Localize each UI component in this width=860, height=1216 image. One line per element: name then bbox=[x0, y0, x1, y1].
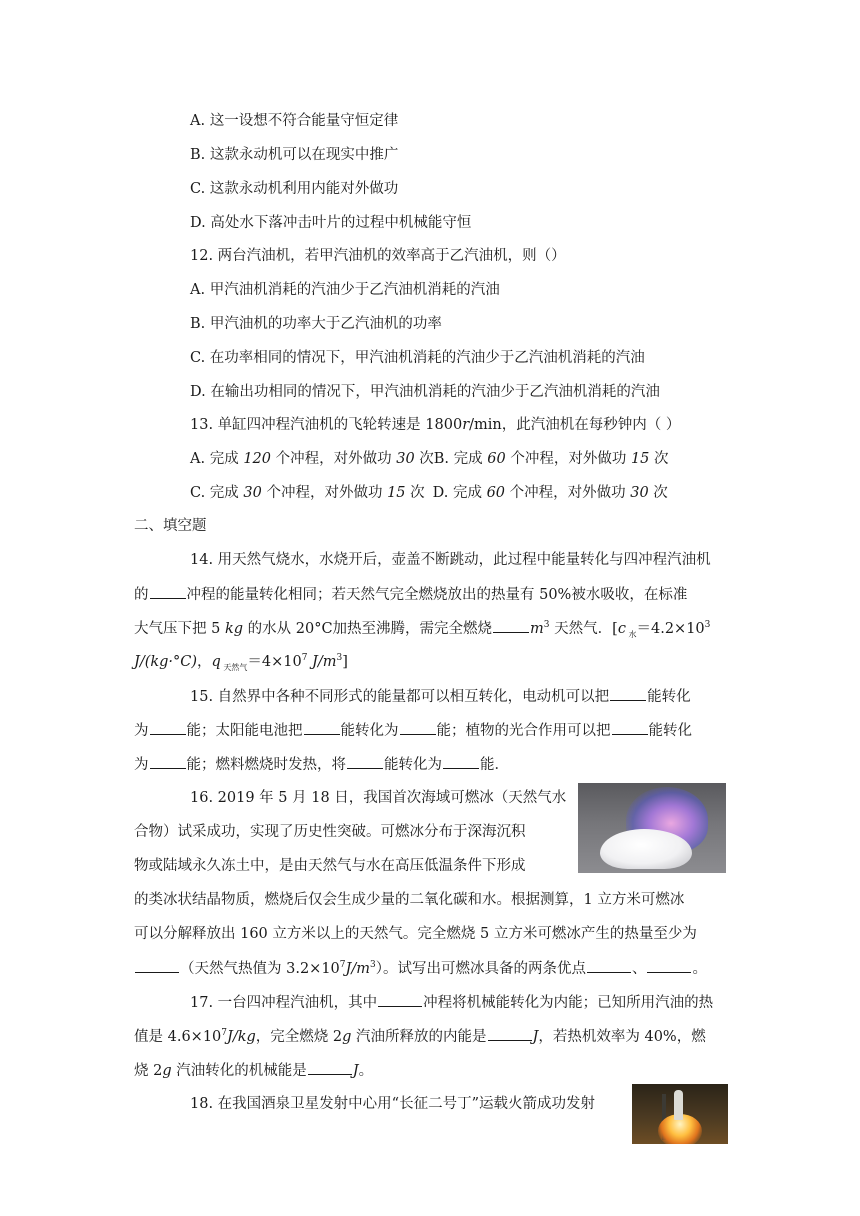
q13-options-ab bbox=[190, 449, 669, 469]
answer-blank[interactable] bbox=[610, 686, 646, 701]
rocket-icon bbox=[674, 1090, 683, 1120]
q14-line-1: 14. 用天然气烧水，水烧开后，壶盖不断跳动，此过程中能量转化与四冲程汽油机 bbox=[190, 552, 711, 568]
answer-blank[interactable] bbox=[150, 754, 186, 769]
rocket-launch-photo bbox=[632, 1084, 728, 1144]
q12-option-c: C. 在功率相同的情况下，甲汽油机消耗的汽油少于乙汽油机消耗的汽油 bbox=[190, 350, 645, 366]
answer-blank[interactable] bbox=[612, 720, 648, 735]
q11-option-b: B. 这款永动机可以在现实中推广 bbox=[190, 147, 399, 163]
q11-option-d: D. 高处水下落冲击叶片的过程中机械能守恒 bbox=[190, 215, 472, 231]
section-title: 二、填空题 bbox=[134, 518, 207, 534]
q12-option-b: B. 甲汽油机的功率大于乙汽油机的功率 bbox=[190, 316, 442, 332]
q13-options-cd bbox=[190, 483, 668, 503]
answer-blank[interactable] bbox=[347, 754, 383, 769]
answer-blank[interactable] bbox=[308, 1060, 352, 1075]
q15-line-3: 为 能；燃料燃烧时发热，将 能转化为 能． bbox=[134, 754, 509, 775]
q13-option-d: D. 完成 60 个冲程，对外做功 30 次 bbox=[432, 485, 668, 501]
q13-option-a: A. 完成 120 个冲程，对外做功 30 次 bbox=[190, 451, 434, 467]
q17-line-2: 值是 $4.6\times 10^7J/kg$，完全燃烧 2g 汽油所释放的内能是 J，若热机效率为 40%，燃 bbox=[134, 1026, 706, 1047]
q15-line-1: 15. 自然界中各种不同形式的能量都可以相互转化，电动机可以把 能转化 bbox=[190, 686, 691, 707]
q13-option-b: B. 完成 60 个冲程，对外做功 15 次 bbox=[433, 451, 669, 467]
q16-line-6: （天然气热值为 $3.2\times 10^7J/m^3$）。试写出可燃冰具备的两条优点 、 。 bbox=[134, 958, 707, 979]
q14-line-3: 大气压下把 5 kg 的水从 20°C加热至沸腾，需完全燃烧 $m^3$ 天然气．[c $_水=4.2\times 10^3$ bbox=[134, 618, 710, 639]
q12-option-d: D. 在输出功相同的情况下，甲汽油机消耗的汽油少于乙汽油机消耗的汽油 bbox=[190, 384, 660, 400]
answer-blank[interactable] bbox=[587, 958, 631, 973]
answer-blank[interactable] bbox=[400, 720, 436, 735]
answer-blank[interactable] bbox=[135, 958, 179, 973]
q18-line-1: 18. 在我国酒泉卫星发射中心用“长征二号丁”运载火箭成功发射 bbox=[190, 1096, 595, 1112]
answer-blank[interactable] bbox=[150, 720, 186, 735]
q12-option-a: A. 甲汽油机消耗的汽油少于乙汽油机消耗的汽油 bbox=[190, 282, 500, 298]
q12-stem: 12. 两台汽油机，若甲汽油机的效率高于乙汽油机，则（） bbox=[190, 248, 566, 264]
combustible-ice-photo bbox=[578, 783, 726, 873]
q11-option-c: C. 这款永动机利用内能对外做功 bbox=[190, 181, 399, 197]
q13-option-c: C. 完成 30 个冲程，对外做功 15 次 bbox=[190, 485, 425, 501]
q17-line-1: 17. 一台四冲程汽油机，其中 冲程将机械能转化为内能；已知所用汽油的热 bbox=[190, 992, 713, 1013]
q14-line-2: 的 冲程的能量转化相同；若天然气完全燃烧放出的热量有 50%被水吸收，在标准 bbox=[134, 584, 687, 605]
q13-stem: 13. 单缸四冲程汽油机的飞轮转速是 1800r/min，此汽油机在每秒钟内（ ） bbox=[190, 417, 681, 433]
answer-blank[interactable] bbox=[378, 992, 422, 1007]
q14-line-4: J/(kg·°C)，q $_{天然气}=4\times 10^7$ $J/m^3$] bbox=[134, 653, 348, 672]
q15-line-2: 为 能；太阳能电池把 能转化为 能；植物的光合作用可以把 能转化 bbox=[134, 720, 692, 741]
q16-line-5: 可以分解释放出 160 立方米以上的天然气。完全燃烧 5 立方米可燃冰产生的热量至少为 bbox=[134, 926, 697, 942]
answer-blank[interactable] bbox=[488, 1026, 532, 1041]
q11-option-a: A. 这一设想不符合能量守恒定律 bbox=[190, 113, 399, 129]
answer-blank[interactable] bbox=[304, 720, 340, 735]
answer-blank[interactable] bbox=[493, 618, 529, 633]
q16-line-3: 物或陆域永久冻土中，是由天然气与水在高压低温条件下形成 bbox=[134, 858, 526, 874]
answer-blank[interactable] bbox=[443, 754, 479, 769]
q16-line-2: 合物）试采成功，实现了历史性突破。可燃冰分布于深海沉积 bbox=[134, 824, 526, 840]
q17-line-3: 烧 2g 汽油转化的机械能是 J。 bbox=[134, 1060, 373, 1081]
answer-blank[interactable] bbox=[150, 584, 186, 599]
answer-blank[interactable] bbox=[647, 958, 691, 973]
q16-line-4: 的类冰状结晶物质，燃烧后仅会生成少量的二氧化碳和水。根据测算，1 立方米可燃冰 bbox=[134, 892, 685, 908]
q16-line-1: 16. 2019 年 5 月 18 日，我国首次海域可燃冰（天然气水 bbox=[190, 790, 567, 806]
